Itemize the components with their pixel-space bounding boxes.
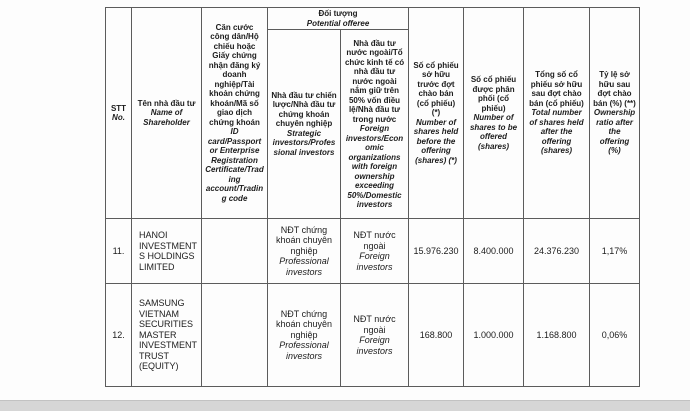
cell-strategic-type-en: Professional investors [279, 256, 329, 277]
page-edge-shadow [0, 400, 690, 411]
col-header-ratio [590, 8, 640, 219]
cell-shares-total: 24.376.230 [524, 219, 590, 284]
col-header-shares-total-vi: Tổng số cổ phiếu sở hữu sau đợt chào bán (cổ phiếu) [529, 70, 584, 108]
cell-id-doc [202, 219, 268, 284]
table-row [106, 284, 640, 387]
col-header-ratio-vi: Tỷ lệ sở hữu sau đợt chào bán (%) (**) [593, 70, 636, 108]
cell-strategic-type-vi: NĐT chứng khoán chuyên nghiệp [275, 224, 333, 256]
cell-foreign-type-vi: NĐT nước ngoài [353, 314, 396, 335]
col-header-name-en: Name of Shareholder [143, 108, 190, 127]
col-header-foreign-vi: Nhà đầu tư nước ngoài/Tổ chức kinh tế có nhà đầu tư nước ngoài nắm giữ trên 50% vốn điều lệ/Nhà đầu tư trong nước [344, 38, 405, 124]
cell-shares-before: 15.976.230 [409, 219, 464, 284]
cell-shares-before: 168.800 [409, 284, 464, 387]
shareholders-table [105, 7, 640, 387]
cell-strategic-type [268, 284, 341, 387]
cell-shareholder-name: SAMSUNG VIETNAM SECURITIES MASTER INVESTMENT TRUST (EQUITY) [132, 284, 202, 387]
cell-foreign-type-vi: NĐT nước ngoài [353, 230, 396, 251]
col-header-stt-en: No. [112, 113, 125, 122]
cell-stt: 12. [106, 284, 132, 387]
col-header-foreign-en: Foreign investors/Economic organizations with foreign ownership exceeding 50%/Domestic investors [345, 124, 404, 209]
col-header-shares-before-vi: Số cổ phiếu sở hữu trước đợt chào bán (cổ phiếu) (*) [413, 60, 459, 118]
cell-foreign-type [341, 219, 409, 284]
col-header-ratio-en: Ownership ratio after the offering (%) [593, 108, 636, 156]
cell-ratio: 1,17% [590, 219, 640, 284]
col-header-name-vi: Tên nhà đầu tư [137, 98, 196, 108]
col-header-offeree-group-en: Potential offeree [306, 18, 370, 28]
col-header-stt [106, 8, 132, 219]
col-header-stt-vi: STT [110, 103, 127, 113]
col-header-shares-total-en: Total number of shares held after the offering (shares) [529, 108, 584, 156]
col-header-shares-offered [464, 8, 524, 219]
cell-stt: 11. [106, 219, 132, 284]
col-header-shares-before-en: Number of shares held before the offering (shares) (*) [413, 117, 459, 165]
cell-foreign-type [341, 284, 409, 387]
cell-strategic-type-en: Professional investors [279, 340, 329, 361]
cell-shares-offered: 8.400.000 [464, 219, 524, 284]
cell-id-doc [202, 284, 268, 387]
col-header-name [132, 8, 202, 219]
cell-strategic-type-vi: NĐT chứng khoán chuyên nghiệp [275, 308, 333, 340]
col-header-shares-total [524, 8, 590, 219]
cell-ratio: 0,06% [590, 284, 640, 387]
col-header-offeree-group-vi: Đối tượng [318, 9, 358, 18]
table-row [106, 219, 640, 284]
col-header-shares-offered-en: Number of shares to be offered (shares) [469, 113, 518, 151]
col-header-strategic-en: Strategic investors/Professional investors [272, 128, 336, 157]
cell-foreign-type-en: Foreign investors [356, 251, 393, 272]
cell-strategic-type [268, 219, 341, 284]
col-header-strategic-vi: Nhà đầu tư chiến lược/Nhà đầu tư chứng khoán chuyên nghiệp [271, 90, 337, 129]
col-header-offeree-group [268, 8, 409, 30]
col-header-shares-offered-vi: Số cổ phiếu được phân phối (cổ phiếu) [470, 75, 517, 113]
col-header-id-doc [202, 8, 268, 219]
col-header-id-doc-vi: Căn cước công dân/Hộ chiếu hoặc Giấy chứng nhận đăng ký doanh nghiệp/Tài khoản chứng khoán/Mã số giao dịch chứng khoán [208, 22, 261, 127]
header-row-top [106, 8, 640, 30]
col-header-foreign [341, 30, 409, 219]
col-header-shares-before [409, 8, 464, 219]
cell-foreign-type-en: Foreign investors [356, 335, 393, 356]
cell-shares-offered: 1.000.000 [464, 284, 524, 387]
cell-shares-total: 1.168.800 [524, 284, 590, 387]
col-header-id-doc-en: ID card/Passport or Enterprise Registration Certificate/Trading account/Trading code [205, 127, 264, 203]
cell-shareholder-name: HANOI INVESTMENTS HOLDINGS LIMITED [132, 219, 202, 284]
col-header-strategic [268, 30, 341, 219]
